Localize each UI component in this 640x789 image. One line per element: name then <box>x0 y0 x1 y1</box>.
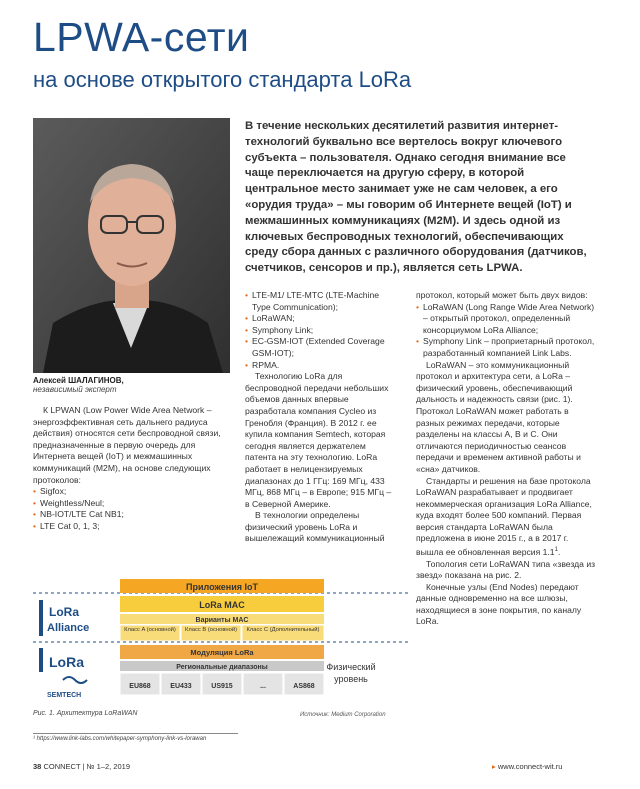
protocol-list <box>33 486 228 532</box>
list-item: • NB-IOT/LTE Cat NB1; <box>33 509 228 521</box>
list-item: • Symphony Link – проприетарный протокол, разработанный компанией Link Labs. <box>416 336 596 359</box>
list-item: • Symphony Link; <box>245 325 395 337</box>
mac-layer-label: LoRa MAC <box>199 600 245 610</box>
band-list <box>120 673 324 695</box>
paragraph-end: . <box>557 546 561 557</box>
lorawan-architecture-diagram <box>33 576 408 704</box>
figure-caption: Рис. 1. Архитектура LoRaWAN <box>33 710 138 717</box>
photo-caption-role: независимый эксперт <box>33 385 117 394</box>
paragraph: Конечные узлы (End Nodes) передают данные одновременно на все шлюзы, находящиеся в зоне покрытия, по каналу LoRa. <box>416 581 582 627</box>
column-3 <box>416 290 596 628</box>
footnote: ¹ https://www.link-labs.com/whitepaper-symphony-link-vs-lorawan <box>33 736 207 742</box>
lead-paragraph: В течение нескольких десятилетий развития интернет-технологий буквально все вертелось вокруг ключевого субъекта – пользователя. Однако сегодня внимание все чаще переключается на другую сферу, в которой центральное место занимает уже не сам человек, а его «орудия труда» – мы говорим об Интернете вещей (IoT) и межмашинных коммуникациях (M2M). И здесь одной из ключевых беспроводных технологий, обеспечивающих среду сбора данных с различного оборудования (датчиков, счетчиков, сенсоров и пр.), является сеть LPWA. <box>245 120 587 275</box>
protocol-list-cont <box>245 290 395 371</box>
page-number: 38 <box>33 762 42 771</box>
paragraph: Топология сети LoRaWAN типа «звезда из звезд» показана на рис. 2. <box>416 558 596 581</box>
app-layer-label: Приложения IoT <box>186 582 258 592</box>
class-c-label: Класс C (Дополнительный) <box>246 627 320 633</box>
logo-bar <box>39 600 43 636</box>
semtech-wave-icon <box>63 677 87 683</box>
class-a-label: Класс A (основной) <box>124 627 176 633</box>
column-2 <box>245 290 395 545</box>
site-url[interactable]: www.connect-wit.ru <box>497 762 563 771</box>
page-footer-left <box>33 762 130 771</box>
page-footer-right <box>492 762 562 771</box>
modulation-label: Модуляция LoRa <box>190 648 254 657</box>
author-photo <box>33 118 230 373</box>
paragraph: В технологии определены физический уровень LoRa и вышележащий коммуникационный <box>245 510 385 544</box>
logo-text: SEMTECH <box>47 692 82 699</box>
arrow-icon: ▸ <box>492 762 496 771</box>
band-label: EU433 <box>170 683 192 690</box>
paragraph: LoRaWAN – это коммуникационный протокол и архитектура сети, а LoRa – физический уровень, обеспечивающий дальность и надежность связи (рис. 1). Протокол LoRaWAN может работать в разных режимах передачи, которые разделены на классы A, B и C. Они отличаются периодичностью сеансов передачи и временем активной работы и «сна» датчиков. <box>416 359 581 474</box>
class-b-label: Класс B (основной) <box>184 627 238 633</box>
list-item: • LTE-M1/ LTE-MTC (LTE-Machine Type Communication); <box>245 290 395 313</box>
portrait-image <box>33 118 230 373</box>
paragraph <box>416 476 596 559</box>
logo-text: LoRa <box>49 654 84 670</box>
lora-logo <box>39 648 84 672</box>
footnote-divider <box>33 733 238 734</box>
band-label: US915 <box>211 683 233 690</box>
figure-source: Источник: Medium Corporation <box>300 712 386 718</box>
magazine-issue: CONNECT | № 1–2, 2019 <box>43 762 130 771</box>
page-title: LPWA-сети <box>33 14 250 60</box>
paragraph-text: Стандарты и решения на базе протокола LoRaWAN разрабатывает и продвигает некоммерческая организация LoRa Alliance, куда входят более 500 компаний. Первая версия стандарта LoRaWAN была предложена в июне 2015 г., а в 2017 г. вышла ее обновленная версия 1.1 <box>416 475 592 557</box>
list-item: • Weightless/Neul; <box>33 498 228 510</box>
mac-variants-label: Варианты MAC <box>195 617 249 624</box>
band-label: EU868 <box>129 683 151 690</box>
band-label: ... <box>260 683 266 690</box>
list-item: • LTE Cat 0, 1, 3; <box>33 521 228 533</box>
protocol-types-list <box>416 302 596 360</box>
footnote-ref: 1 <box>554 547 558 554</box>
lora-alliance-logo <box>39 600 89 636</box>
logo-text: LoRa <box>49 605 79 619</box>
band-label: AS868 <box>293 683 315 690</box>
semtech-logo <box>47 677 87 699</box>
paragraph: Технологию LoRa для беспроводной передачи небольших объемов данных впервые разработала компания Cycleo из Гренобля (Франция). В 2012 г. ее купила компания Semtech, которая сегодня является держателем патента на эту технологию. LoRa работает в нелицензируемых диапазонах до 1 ГГц: 169 МГц, 433 МГц, 868 МГц – в Европе; 915 МГц – в Северной Америке. <box>245 371 392 509</box>
phys-layer-label: Физический <box>326 662 376 672</box>
list-item: • LoRaWAN (Long Range Wide Area Network) – открытый протокол, определенный консорциумом LoRa Alliance; <box>416 302 596 337</box>
list-item: • Sigfox; <box>33 486 228 498</box>
bands-title-label: Региональные диапазоны <box>176 664 268 671</box>
photo-caption-name: Алексей ШАЛАГИНОВ, <box>33 376 124 385</box>
logo-text: Alliance <box>47 622 90 634</box>
list-item: • EC-GSM-IOT (Extended Coverage GSM-IOT); <box>245 336 395 359</box>
list-item: • RPMA. <box>245 360 395 372</box>
page-subtitle: на основе открытого стандарта LoRa <box>33 67 412 92</box>
logo-bar <box>39 648 43 672</box>
paragraph: протокол, который может быть двух видов: <box>416 290 588 300</box>
paragraph: К LPWAN (Low Power Wide Area Network – энергоэффективная сеть дальнего радиуса действия) относятся сети беспроводной связи, предназначенные в первую очередь для Интернета вещей (IoT) и межмашинных коммуникаций (M2M), на основе следующих протоколов: <box>33 405 221 485</box>
phys-layer-label: уровень <box>334 674 368 684</box>
column-1 <box>33 405 228 533</box>
list-item: • LoRaWAN; <box>245 313 395 325</box>
